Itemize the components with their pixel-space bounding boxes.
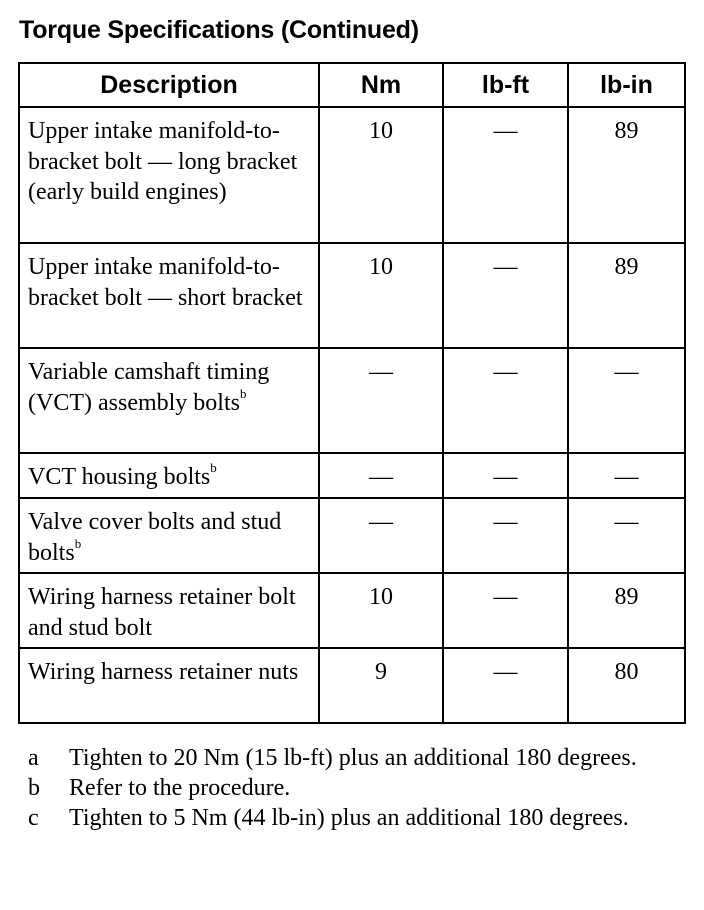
footnote-ref: b xyxy=(74,535,82,551)
row-lb-in: 89 xyxy=(568,573,685,648)
row-lb-ft: — xyxy=(443,107,568,243)
header-nm: Nm xyxy=(319,63,443,107)
row-description xyxy=(19,348,319,453)
table-row xyxy=(19,453,685,498)
row-lb-in: — xyxy=(568,348,685,453)
header-description: Description xyxy=(19,63,319,107)
table-header-row xyxy=(19,63,685,107)
row-description xyxy=(19,648,319,723)
footnote-text: Refer to the procedure. xyxy=(69,775,291,801)
footnote-text: Tighten to 5 Nm (44 lb-in) plus an additional 180 degrees. xyxy=(69,805,629,831)
footnotes xyxy=(28,743,668,833)
row-lb-ft: — xyxy=(443,498,568,573)
footnote-letter: a xyxy=(28,745,39,771)
description-text: Upper intake manifold-to-bracket bolt — short bracket xyxy=(28,254,303,311)
footnote-item xyxy=(28,773,668,803)
row-nm: — xyxy=(319,453,443,498)
row-description xyxy=(19,243,319,348)
footnote-ref: b xyxy=(210,460,217,475)
row-description xyxy=(19,573,319,648)
description-text: Variable camshaft timing (VCT) assembly bolts xyxy=(28,359,270,416)
table-row xyxy=(19,573,685,648)
row-nm: — xyxy=(319,348,443,453)
row-description xyxy=(19,107,319,243)
row-lb-in: 80 xyxy=(568,648,685,723)
footnote-ref: b xyxy=(239,385,247,401)
row-lb-in: 89 xyxy=(568,243,685,348)
torque-spec-table xyxy=(18,62,686,724)
footnote-letter: b xyxy=(28,775,40,801)
row-lb-in: — xyxy=(568,498,685,573)
row-nm: 10 xyxy=(319,107,443,243)
row-lb-in: — xyxy=(568,453,685,498)
footnote-item xyxy=(28,743,668,773)
table-row xyxy=(19,348,685,453)
description-text: VCT housing bolts xyxy=(28,464,211,490)
footnote-text: Tighten to 20 Nm (15 lb-ft) plus an additional 180 degrees. xyxy=(69,745,637,771)
row-nm: 9 xyxy=(319,648,443,723)
row-lb-in: 89 xyxy=(568,107,685,243)
row-description xyxy=(19,453,319,498)
description-text: Upper intake manifold-to-bracket bolt — long bracket (early build engines) xyxy=(28,118,298,205)
row-nm: 10 xyxy=(319,573,443,648)
row-lb-ft: — xyxy=(443,648,568,723)
table-row xyxy=(19,107,685,243)
header-lb-in: lb-in xyxy=(568,63,685,107)
row-nm: — xyxy=(319,498,443,573)
row-description xyxy=(19,498,319,573)
row-lb-ft: — xyxy=(443,573,568,648)
table-row xyxy=(19,498,685,573)
row-lb-ft: — xyxy=(443,348,568,453)
table-row xyxy=(19,243,685,348)
row-lb-ft: — xyxy=(443,453,568,498)
table-row xyxy=(19,648,685,723)
description-text: Wiring harness retainer nuts xyxy=(28,659,299,685)
header-lb-ft: lb-ft xyxy=(443,63,568,107)
footnote-letter: c xyxy=(28,805,39,831)
row-nm: 10 xyxy=(319,243,443,348)
footnote-item xyxy=(28,803,668,833)
row-lb-ft: — xyxy=(443,243,568,348)
description-text: Valve cover bolts and stud bolts xyxy=(28,509,282,566)
page-title: Torque Specifications (Continued) xyxy=(19,16,419,44)
description-text: Wiring harness retainer bolt and stud bolt xyxy=(28,584,296,641)
